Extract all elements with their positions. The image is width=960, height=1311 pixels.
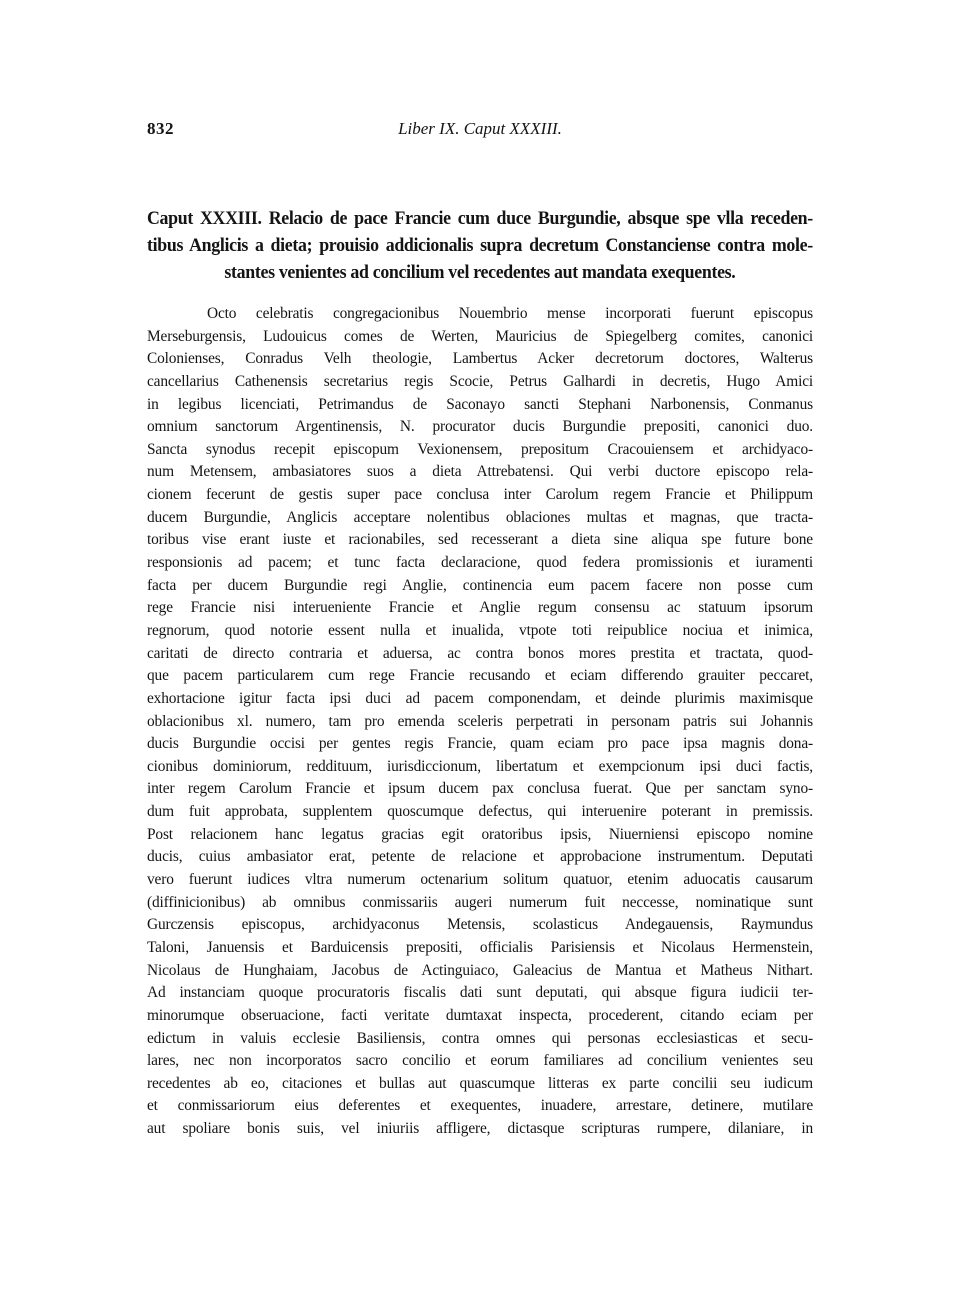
- page-number: 832: [147, 119, 174, 138]
- body-line: recedentes ab eo, citaciones et bullas aut quascumque litteras ex parte concilii seu iudicum: [147, 1074, 813, 1092]
- running-title: Liber IX. Caput XXXIII.: [398, 119, 562, 138]
- body-line: in legibus licenciati, Petrimandus de Saconayo sancti Stephani Narbonensis, Conmanus: [147, 395, 813, 413]
- body-line: (diffinicionibus) ab omnibus conmissariis augeri numerum fuit neccesse, nominatique sunt: [147, 893, 813, 911]
- body-line: inter regem Carolum Francie et ipsum ducem pax conclusa fuerat. Que per sanctam syno-: [147, 780, 813, 798]
- body-line: Octo celebratis congregacionibus Nouembrio mense incorporati fuerunt episcopus: [207, 305, 813, 322]
- body-line: Taloni, Januensis et Barduicensis prepositi, officialis Parisiensis et Nicolaus Hermenstein,: [147, 938, 813, 956]
- body-line: lares, nec non incorporatos sacro concilio et eorum familiares ad concilium venientes seu: [147, 1052, 813, 1070]
- body-line: que pacem particularem cum rege Francie recusando et eciam differendo grauiter peccaret,: [147, 667, 813, 685]
- body-line: Colonienses, Conradus Velh theologie, Lambertus Acker decretorum doctores, Walterus: [147, 350, 813, 368]
- body-line: Sancta synodus recepit episcopum Vexionensem, prepositum Cracouiensem et archidyaco-: [147, 440, 813, 458]
- body-line: Merseburgensis, Ludouicus comes de Werten, Mauricius de Spiegelberg comites, canonici: [147, 327, 813, 345]
- chapter-heading: [147, 205, 813, 286]
- body-text: [147, 303, 813, 1141]
- body-line: cionem fecerunt de gestis super pace conclusa inter Carolum regem Francie et Philippum: [147, 486, 813, 504]
- body-line: oblacionibus xl. numero, tam pro emenda sceleris perpetrati in personam patris sui Johannis: [147, 712, 813, 730]
- body-line: cancellarius Cathenensis secretarius regis Scocie, Petrus Galhardi in decretis, Hugo Amici: [147, 372, 813, 390]
- body-line: Nicolaus de Hunghaiam, Jacobus de Actinguiaco, Galeacius de Mantua et Matheus Nithart.: [147, 961, 813, 979]
- body-line: omnium sanctorum Argentinensis, N. procurator ducis Burgundie prepositi, canonici duo.: [147, 418, 813, 436]
- body-line: dum fuit approbata, supplentem quoscumque defectus, qui interuenire poterant in premissis.: [147, 803, 813, 821]
- body-line: rege Francie nisi interueniente Francie et Anglie regum consensu ac statuum ipsorum: [147, 599, 813, 617]
- body-line: Ad instanciam quoque procuratoris fiscalis dati sunt deputati, qui absque figura iudicii ter-: [147, 984, 813, 1002]
- body-line: cionibus dominiorum, reddituum, iurisdiccionum, libertatum et exempcionum ipsi duci factis,: [147, 757, 813, 775]
- body-line: facta per ducem Burgundie regi Anglie, continencia eum pacem facere non posse cum: [147, 576, 813, 594]
- body-line: Post relacionem hanc legatus gracias egit oratoribus ipsis, Niuerniensi episcopo nomine: [147, 825, 813, 843]
- body-line: regnorum, quod notorie essent nulla et inualida, vtpote toti reipublice nociua et inimica,: [147, 621, 813, 639]
- body-line: vero fuerunt iudices vltra numerum octenarium solitum quatuor, etenim aduocatis causarum: [147, 871, 813, 889]
- chapter-heading-line: tibus Anglicis a dieta; prouisio addicionalis supra decretum Constanciense contra mole-: [147, 235, 813, 256]
- body-line: aut spoliare bonis suis, vel iniuriis affligere, dictasque scripturas rumpere, dilaniare, in: [147, 1120, 813, 1138]
- body-line: responsionis ad pacem; et tunc facta declaracione, quod federa promissionis et iuramenti: [147, 554, 813, 572]
- chapter-heading-line: stantes venientes ad concilium vel recedentes aut mandata exequentes.: [224, 262, 736, 283]
- body-line: exhortacione igitur facta ipsi duci ad pacem componendam, et deinde plurimis maximisque: [147, 689, 813, 707]
- body-line: et conmissariorum eius deferentes et exequentes, inuadere, arrestare, detinere, mutilare: [147, 1097, 813, 1115]
- chapter-heading-line: Caput XXXIII. Relacio de pace Francie cum duce Burgundie, absque spe vlla receden-: [147, 208, 813, 229]
- body-line: minorumque obseruacione, facti veritate dumtaxat inspecta, procederent, citando eciam per: [147, 1006, 813, 1024]
- body-line: ducem Burgundie, Anglicis acceptare nolentibus oblaciones multas et magnas, que tracta-: [147, 508, 813, 526]
- body-line: edictum in valuis ecclesie Basiliensis, contra omnes qui personas ecclesiasticas et secu-: [147, 1029, 813, 1047]
- running-head: [147, 117, 813, 141]
- body-line: num Metensem, ambasiatores suos a dieta Attrebatensi. Qui verbi ductore episcopo rela-: [147, 463, 813, 481]
- body-line: Gurczensis episcopus, archidyaconus Metensis, scolasticus Andegauensis, Raymundus: [147, 916, 813, 934]
- body-line: caritati de directo contraria et aduersa, ac contra bonos mores prestita et tractata, quod-: [147, 644, 813, 662]
- body-line: toribus vise erant iuste et racionabiles, sed recesserant a dieta sine aliqua spe future bone: [147, 531, 813, 549]
- body-line: ducis, cuius ambasiator erat, petente de relacione et approbacione instrumentum. Deputati: [147, 848, 813, 866]
- body-line: ducis Burgundie occisi per gentes regis Francie, quam eciam pro pace ipsa magnis dona-: [147, 735, 813, 753]
